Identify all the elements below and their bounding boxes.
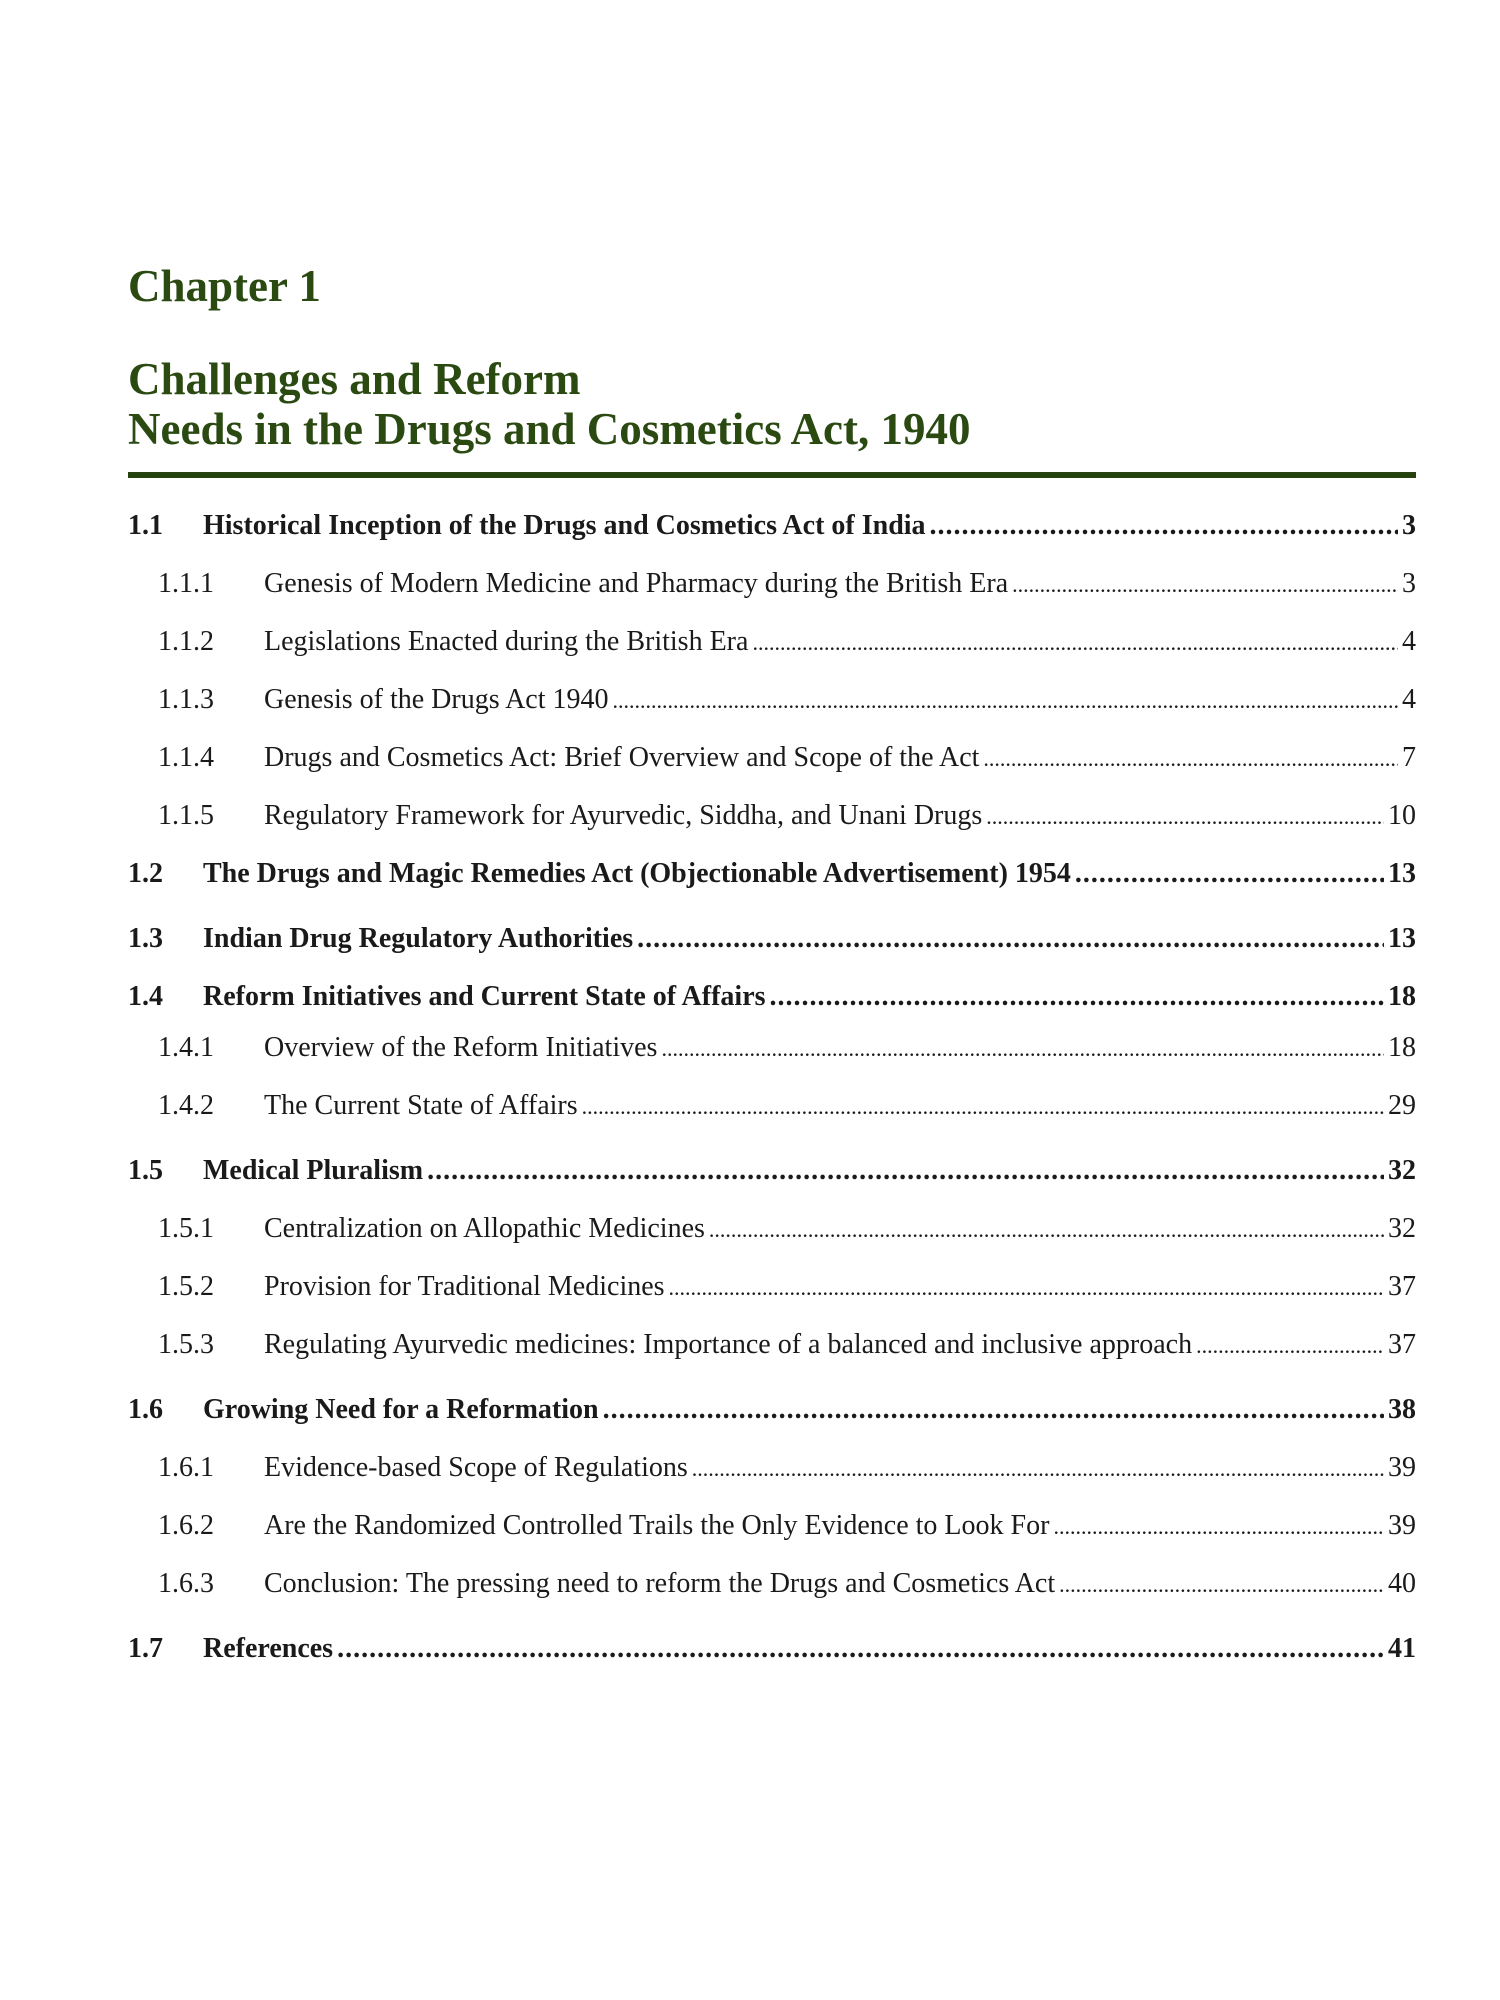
toc-entry[interactable] bbox=[128, 738, 1416, 778]
toc-entry-number: 1.1.1 bbox=[158, 568, 214, 599]
toc-entry-page: 13 bbox=[1388, 858, 1416, 889]
toc-entry-page: 39 bbox=[1388, 1452, 1416, 1483]
toc-entry-number: 1.7 bbox=[128, 1633, 163, 1664]
toc-dot-leader bbox=[582, 1087, 1384, 1127]
toc-entry-page: 32 bbox=[1388, 1155, 1416, 1186]
toc-entry[interactable] bbox=[128, 854, 1416, 894]
toc-entry-page: 18 bbox=[1388, 1032, 1416, 1063]
toc-dot-leader bbox=[661, 1029, 1384, 1069]
toc-entry-number: 1.1.2 bbox=[158, 626, 214, 657]
toc-entry[interactable] bbox=[128, 1209, 1416, 1249]
toc-entry[interactable] bbox=[128, 977, 1416, 1017]
toc-entry[interactable] bbox=[128, 1448, 1416, 1488]
toc-entry-page: 32 bbox=[1388, 1213, 1416, 1244]
toc-entry-page: 4 bbox=[1402, 684, 1416, 715]
toc-entry-title: Regulatory Framework for Ayurvedic, Siddha, and Unani Drugs bbox=[264, 800, 983, 831]
toc-entry-page: 40 bbox=[1388, 1568, 1416, 1599]
toc-entry[interactable] bbox=[128, 1267, 1416, 1307]
toc-entry[interactable] bbox=[128, 564, 1416, 604]
toc-entry-number: 1.6 bbox=[128, 1394, 163, 1425]
toc-entry-page: 18 bbox=[1388, 981, 1416, 1012]
toc-entry-title: Genesis of the Drugs Act 1940 bbox=[264, 684, 609, 715]
toc-entry-number: 1.1.4 bbox=[158, 742, 214, 773]
toc-entry-number: 1.3 bbox=[128, 923, 163, 954]
toc-entry-number: 1.2 bbox=[128, 858, 163, 889]
toc-entry-number: 1.1.3 bbox=[158, 684, 214, 715]
chapter-title bbox=[128, 354, 1416, 454]
toc-dot-leader bbox=[1075, 854, 1384, 894]
toc-entry-title: Regulating Ayurvedic medicines: Importance of a balanced and inclusive approach bbox=[264, 1329, 1193, 1360]
chapter-title-line-1: Challenges and Reform bbox=[128, 354, 581, 404]
toc-entry-page: 10 bbox=[1388, 800, 1416, 831]
toc-entry-title: Centralization on Allopathic Medicines bbox=[264, 1213, 705, 1244]
toc-entry-title: The Drugs and Magic Remedies Act (Objectionable Advertisement) 1954 bbox=[203, 858, 1071, 889]
toc-dot-leader bbox=[669, 1268, 1384, 1308]
toc-entry-page: 39 bbox=[1388, 1510, 1416, 1541]
toc-entry-title: Reform Initiatives and Current State of Affairs bbox=[203, 981, 766, 1012]
toc-entry-number: 1.6.2 bbox=[158, 1510, 214, 1541]
toc-dot-leader bbox=[1053, 1507, 1384, 1547]
toc-entry-page: 3 bbox=[1402, 568, 1416, 599]
chapter-title-line-2: Needs in the Drugs and Cosmetics Act, 1940 bbox=[128, 404, 971, 454]
toc-dot-leader bbox=[1196, 1326, 1384, 1366]
toc-entry-page: 37 bbox=[1388, 1329, 1416, 1360]
toc-entry-page: 37 bbox=[1388, 1271, 1416, 1302]
toc-dot-leader bbox=[427, 1151, 1384, 1191]
toc-dot-leader bbox=[986, 797, 1384, 837]
toc-entry[interactable] bbox=[128, 622, 1416, 662]
toc-dot-leader bbox=[1012, 565, 1398, 605]
chapter-page bbox=[128, 258, 1416, 1664]
toc-dot-leader bbox=[692, 1449, 1384, 1489]
toc-entry-number: 1.5 bbox=[128, 1155, 163, 1186]
toc-entry-title: Indian Drug Regulatory Authorities bbox=[203, 923, 634, 954]
toc-dot-leader bbox=[709, 1210, 1384, 1250]
toc-entry-title: Drugs and Cosmetics Act: Brief Overview and Scope of the Act bbox=[264, 742, 980, 773]
toc-entry-number: 1.4.1 bbox=[158, 1032, 214, 1063]
toc-entry-title: Provision for Traditional Medicines bbox=[264, 1271, 665, 1302]
toc-entry[interactable] bbox=[128, 1028, 1416, 1068]
toc-entry-page: 7 bbox=[1402, 742, 1416, 773]
toc-dot-leader bbox=[770, 977, 1384, 1017]
toc-entry-page: 38 bbox=[1388, 1394, 1416, 1425]
toc-entry[interactable] bbox=[128, 1325, 1416, 1365]
toc-entry-title: Growing Need for a Reformation bbox=[203, 1394, 599, 1425]
toc-entry-title: Historical Inception of the Drugs and Cosmetics Act of India bbox=[203, 510, 926, 541]
toc-entry-number: 1.5.3 bbox=[158, 1329, 214, 1360]
toc-entry-number: 1.6.1 bbox=[158, 1452, 214, 1483]
toc-entry-title: Genesis of Modern Medicine and Pharmacy during the British Era bbox=[264, 568, 1009, 599]
toc-entry[interactable] bbox=[128, 680, 1416, 720]
toc-entry-title: The Current State of Affairs bbox=[264, 1090, 578, 1121]
toc-entry-number: 1.4 bbox=[128, 981, 163, 1012]
toc-entry[interactable] bbox=[128, 1086, 1416, 1126]
toc-entry-number: 1.4.2 bbox=[158, 1090, 214, 1121]
title-divider bbox=[128, 472, 1416, 478]
toc-entry-title: Medical Pluralism bbox=[203, 1155, 424, 1186]
toc-dot-leader bbox=[337, 1629, 1384, 1669]
toc-entry-number: 1.6.3 bbox=[158, 1568, 214, 1599]
toc-entry-title: References bbox=[203, 1633, 334, 1664]
toc-dot-leader bbox=[930, 506, 1398, 546]
chapter-label: Chapter 1 bbox=[128, 261, 321, 311]
toc-dot-leader bbox=[1059, 1565, 1384, 1605]
toc-entry-page: 41 bbox=[1388, 1633, 1416, 1664]
toc-entry[interactable] bbox=[128, 506, 1416, 546]
toc-entry[interactable] bbox=[128, 919, 1416, 959]
toc-entry-title: Overview of the Reform Initiatives bbox=[264, 1032, 658, 1063]
toc-dot-leader bbox=[983, 739, 1398, 779]
toc-entry-page: 29 bbox=[1388, 1090, 1416, 1121]
toc-entry[interactable] bbox=[128, 796, 1416, 836]
toc-entry-title: Are the Randomized Controlled Trails the Only Evidence to Look For bbox=[264, 1510, 1050, 1541]
toc-entry-page: 3 bbox=[1402, 510, 1416, 541]
toc-entry-page: 4 bbox=[1402, 626, 1416, 657]
toc-entry-title: Conclusion: The pressing need to reform the Drugs and Cosmetics Act bbox=[264, 1568, 1056, 1599]
toc-entry-title: Evidence-based Scope of Regulations bbox=[264, 1452, 688, 1483]
toc-entry-page: 13 bbox=[1388, 923, 1416, 954]
toc-entry[interactable] bbox=[128, 1629, 1416, 1669]
toc-entry[interactable] bbox=[128, 1151, 1416, 1191]
toc-entry[interactable] bbox=[128, 1390, 1416, 1430]
toc-entry-number: 1.1.5 bbox=[158, 800, 214, 831]
toc-entry-number: 1.5.1 bbox=[158, 1213, 214, 1244]
toc-entry-number: 1.5.2 bbox=[158, 1271, 214, 1302]
toc-entry[interactable] bbox=[128, 1564, 1416, 1604]
toc-entry[interactable] bbox=[128, 1506, 1416, 1546]
toc-dot-leader bbox=[613, 681, 1398, 721]
toc-dot-leader bbox=[752, 623, 1398, 663]
toc-entry-number: 1.1 bbox=[128, 510, 163, 541]
toc-dot-leader bbox=[603, 1390, 1384, 1430]
toc-dot-leader bbox=[637, 919, 1384, 959]
toc-entry-title: Legislations Enacted during the British Era bbox=[264, 626, 749, 657]
